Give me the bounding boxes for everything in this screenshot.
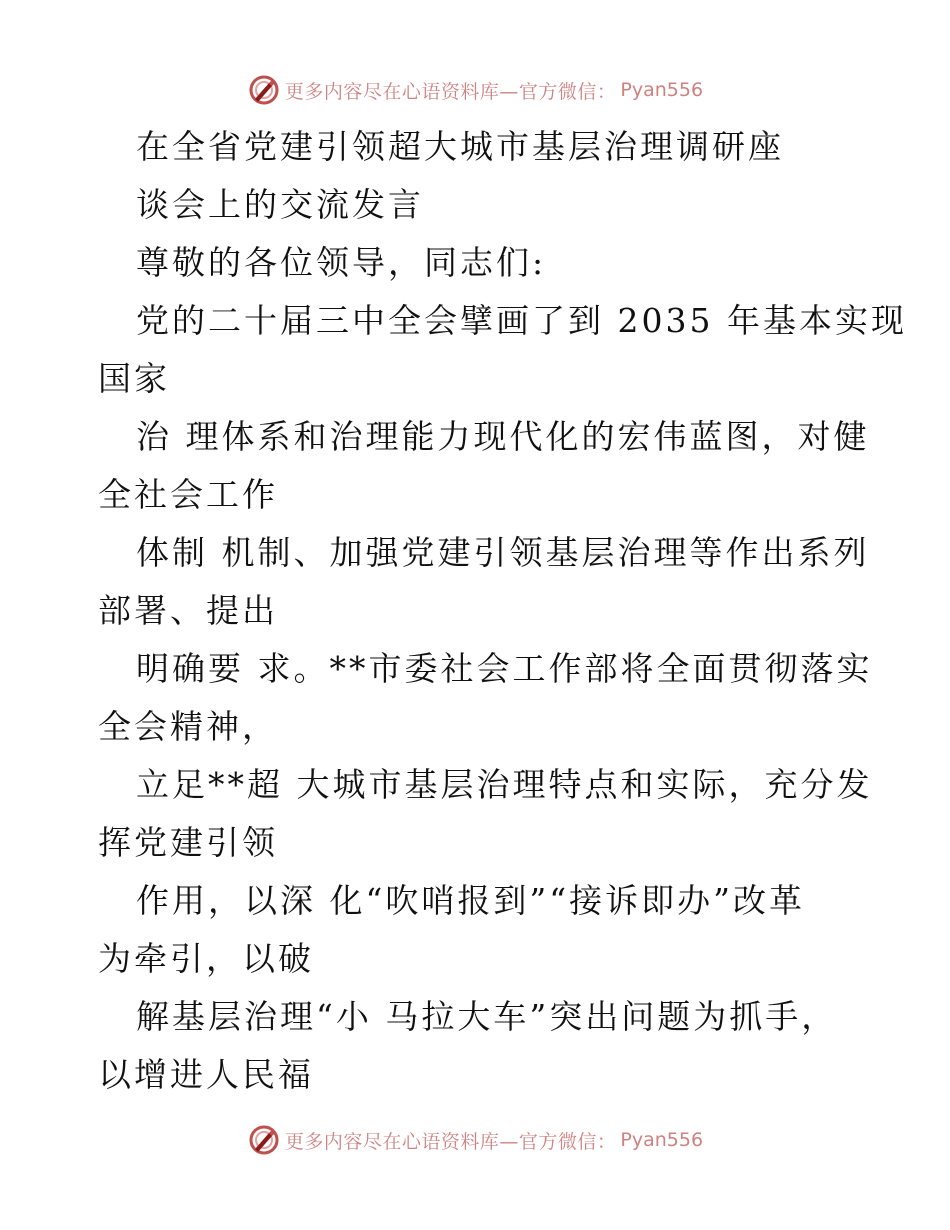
doc-paragraph-line: 全会精神， xyxy=(98,707,278,746)
watermark-text: 更多内容尽在心语资料库—官方微信： xyxy=(284,1130,617,1153)
pen-logo-icon xyxy=(247,1123,281,1157)
header-watermark-banner xyxy=(0,70,950,110)
watermark-banner-inner xyxy=(247,1123,703,1157)
doc-paragraph-line: 体制 机制、加强党建引领基层治理等作出系列 xyxy=(136,533,870,572)
watermark-wechat-id: Pyan556 xyxy=(620,1129,704,1151)
doc-paragraph-line: 部署、提出 xyxy=(98,591,278,630)
doc-paragraph-line: 解基层治理“小 马拉大车”突出问题为抓手， xyxy=(136,997,838,1036)
watermark-banner-inner xyxy=(247,73,703,107)
doc-paragraph-line: 为牵引，以破 xyxy=(98,939,314,978)
footer-watermark-banner xyxy=(0,1120,950,1160)
document-body xyxy=(98,118,907,1104)
doc-salutation: 尊敬的各位领导，同志们: xyxy=(136,243,547,282)
doc-paragraph-line: 作用，以深 化“吹哨报到”“接诉即办”改革 xyxy=(136,881,805,920)
doc-paragraph-line: 全社会工作 xyxy=(98,475,278,514)
doc-paragraph-line: 国家 xyxy=(98,359,170,398)
doc-title-line-2: 谈会上的交流发言 xyxy=(136,185,424,224)
doc-paragraph-line: 立足**超 大城市基层治理特点和实际，充分发 xyxy=(136,765,873,804)
doc-paragraph-line: 以增进人民福 xyxy=(98,1055,314,1094)
watermark-text: 更多内容尽在心语资料库—官方微信： xyxy=(284,80,617,103)
doc-paragraph-line: 明确要 求。**市委社会工作部将全面贯彻落实 xyxy=(136,649,873,688)
pen-logo-icon xyxy=(247,73,281,107)
doc-title-line-1: 在全省党建引领超大城市基层治理调研座 xyxy=(136,127,784,166)
doc-paragraph-line: 挥党建引领 xyxy=(98,823,278,862)
doc-paragraph-line: 党的二十届三中全会擘画了到 2035 年基本实现 xyxy=(136,301,907,340)
doc-paragraph-line: 治 理体系和治理能力现代化的宏伟蓝图，对健 xyxy=(136,417,870,456)
watermark-wechat-id: Pyan556 xyxy=(620,79,704,101)
